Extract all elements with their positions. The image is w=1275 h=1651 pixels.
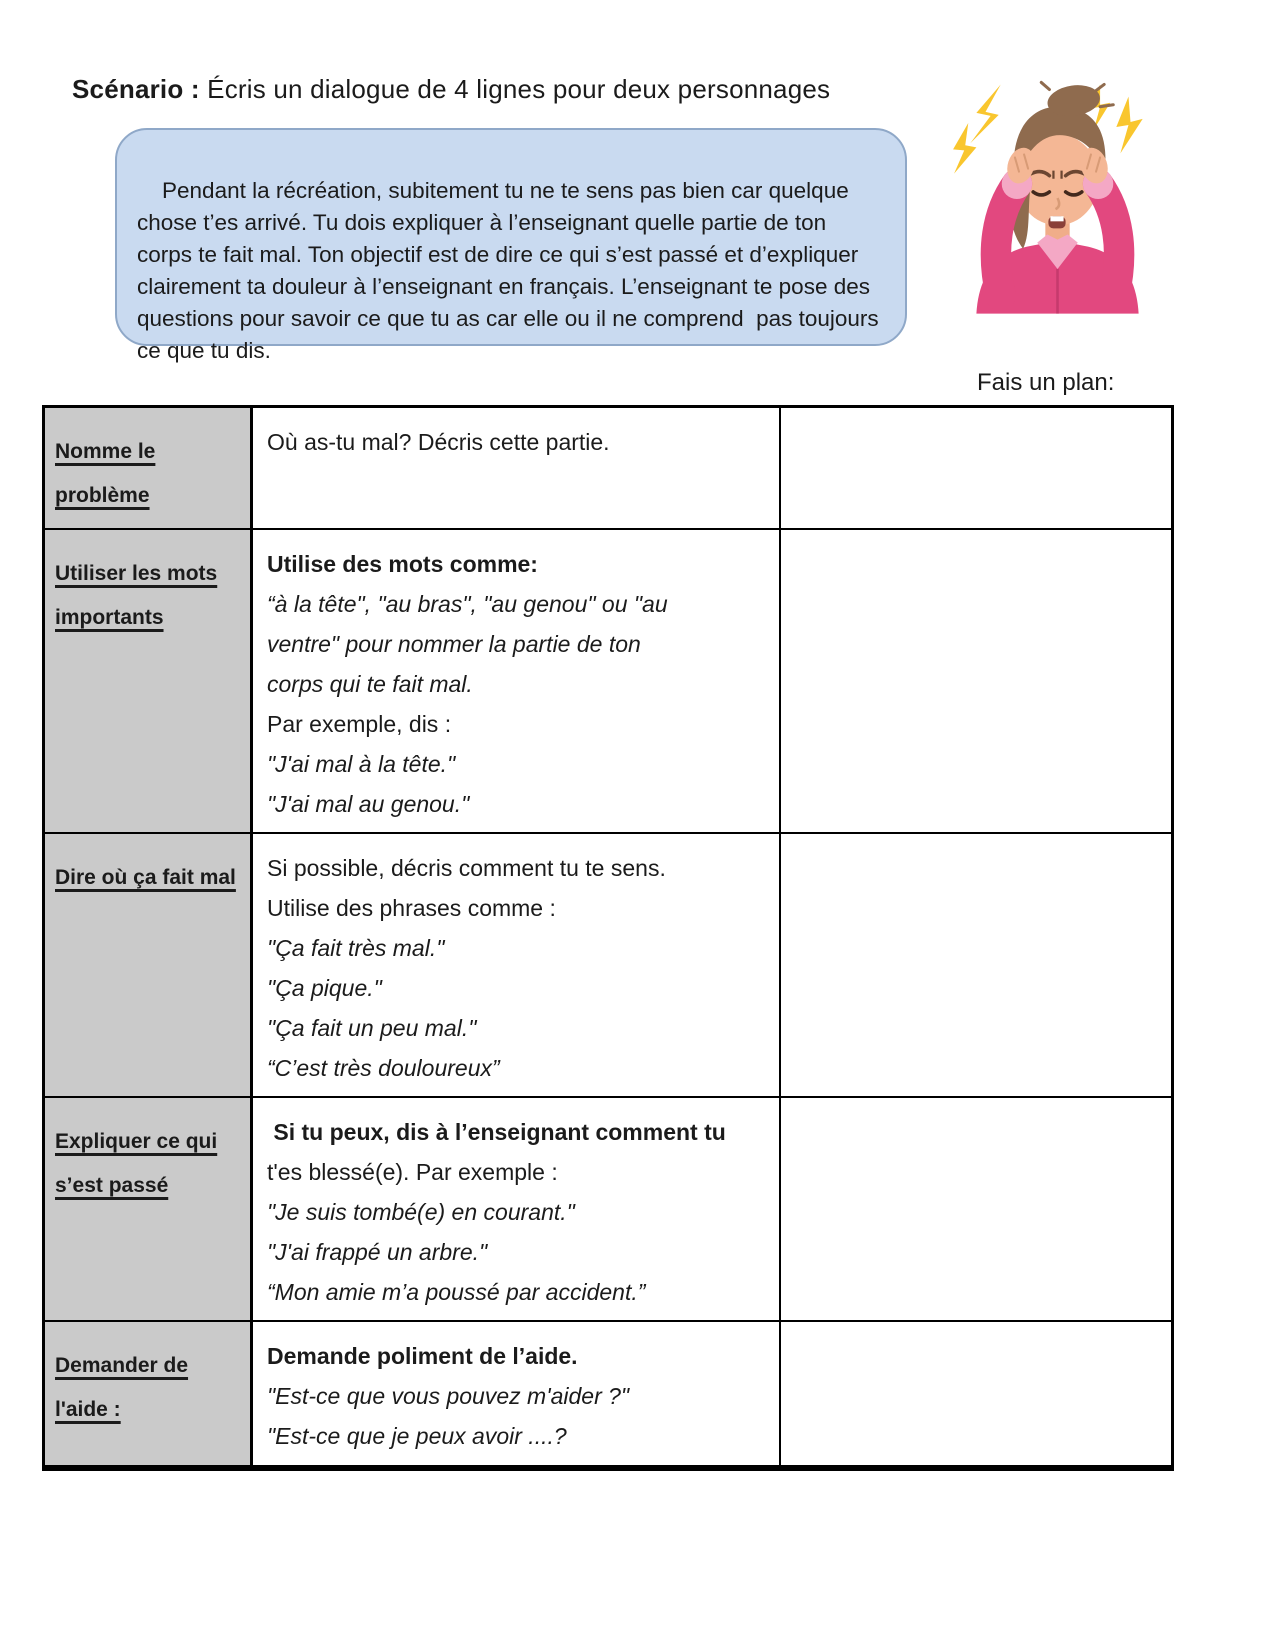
cell-line: “Mon amie m’a poussé par accident.” xyxy=(267,1279,646,1305)
row-header-text: Nomme le problème xyxy=(55,440,156,507)
cell-line: Si tu peux, dis à l’enseignant comment tu xyxy=(267,1119,726,1145)
cell-line: corps qui te fait mal. xyxy=(267,671,473,697)
row-guidance-cell xyxy=(253,408,781,528)
plan-answer-cell[interactable] xyxy=(781,834,1171,1096)
plan-instruction-label: Fais un plan: xyxy=(977,369,1115,396)
table-row xyxy=(45,1096,1171,1320)
table-row xyxy=(45,408,1171,528)
cell-line: "Est-ce que je peux avoir ....? xyxy=(267,1423,567,1449)
cell-line: Demande poliment de l’aide. xyxy=(267,1343,578,1369)
scenario-box xyxy=(115,128,907,363)
table-row xyxy=(45,1320,1171,1465)
plan-answer-cell[interactable] xyxy=(781,408,1171,528)
cell-line: "J'ai mal au genou." xyxy=(267,791,470,817)
plan-answer-cell[interactable] xyxy=(781,1322,1171,1465)
cell-line: "J'ai mal à la tête." xyxy=(267,751,456,777)
row-header-cell xyxy=(45,1098,253,1320)
cell-line: Si possible, décris comment tu te sens. xyxy=(267,855,666,881)
row-header-text: Dire où ça fait mal xyxy=(55,866,236,889)
woman-headache-illustration xyxy=(948,80,1166,314)
row-guidance-cell xyxy=(253,1322,781,1465)
cell-line: "J'ai frappé un arbre." xyxy=(267,1239,488,1265)
plan-table xyxy=(42,405,1174,1471)
title-label: Scénario : xyxy=(72,74,200,104)
woman-figure xyxy=(976,82,1138,314)
row-guidance-cell xyxy=(253,834,781,1096)
row-header-cell xyxy=(45,408,253,528)
plan-answer-cell[interactable] xyxy=(781,530,1171,832)
row-header-text: Utiliser les mots importants xyxy=(55,562,218,629)
cell-line: "Est-ce que vous pouvez m'aider ?" xyxy=(267,1383,630,1409)
cell-line: “C’est très douloureux” xyxy=(267,1055,500,1081)
cell-line: ventre" pour nommer la partie de ton xyxy=(267,631,641,657)
cell-line: "Ça fait un peu mal." xyxy=(267,1015,477,1041)
row-header-text: Demander de l'aide : xyxy=(55,1354,189,1421)
table-row xyxy=(45,528,1171,832)
cell-line: Utilise des mots comme: xyxy=(267,551,538,577)
cell-line: “à la tête", "au bras", "au genou" ou "au xyxy=(267,591,668,617)
cell-line: Par exemple, dis : xyxy=(267,711,452,737)
row-guidance-cell xyxy=(253,530,781,832)
cell-line: t'es blessé(e). Par exemple : xyxy=(267,1159,558,1185)
cell-line: "Ça fait très mal." xyxy=(267,935,445,961)
row-header-text: Expliquer ce qui s’est passé xyxy=(55,1130,218,1197)
row-header-cell xyxy=(45,834,253,1096)
teeth xyxy=(1050,216,1063,221)
row-header-cell xyxy=(45,530,253,832)
cell-line: Utilise des phrases comme : xyxy=(267,895,556,921)
page-title xyxy=(72,72,830,106)
scenario-text: Pendant la récréation, subitement tu ne te sens pas bien car quelque chose t’es arrivé. Tu dois expliquer à l’enseignant quelle partie de ton corps te fait mal. Ton objectif est de dire ce qui s’est passé et d’expliquer clairement ta douleur à l’enseignant en français. L’enseignant te pose des questions pour savoir ce que tu as car elle ou il ne comprend pas toujours ce que tu dis. xyxy=(137,178,885,363)
title-text: Écris un dialogue de 4 lignes pour deux personnages xyxy=(207,74,831,104)
cell-line: Où as-tu mal? Décris cette partie. xyxy=(267,429,610,455)
row-guidance-cell xyxy=(253,1098,781,1320)
plan-answer-cell[interactable] xyxy=(781,1098,1171,1320)
cell-line: "Ça pique." xyxy=(267,975,382,1001)
cell-line: "Je suis tombé(e) en courant." xyxy=(267,1199,575,1225)
row-header-cell xyxy=(45,1322,253,1465)
table-row xyxy=(45,832,1171,1096)
